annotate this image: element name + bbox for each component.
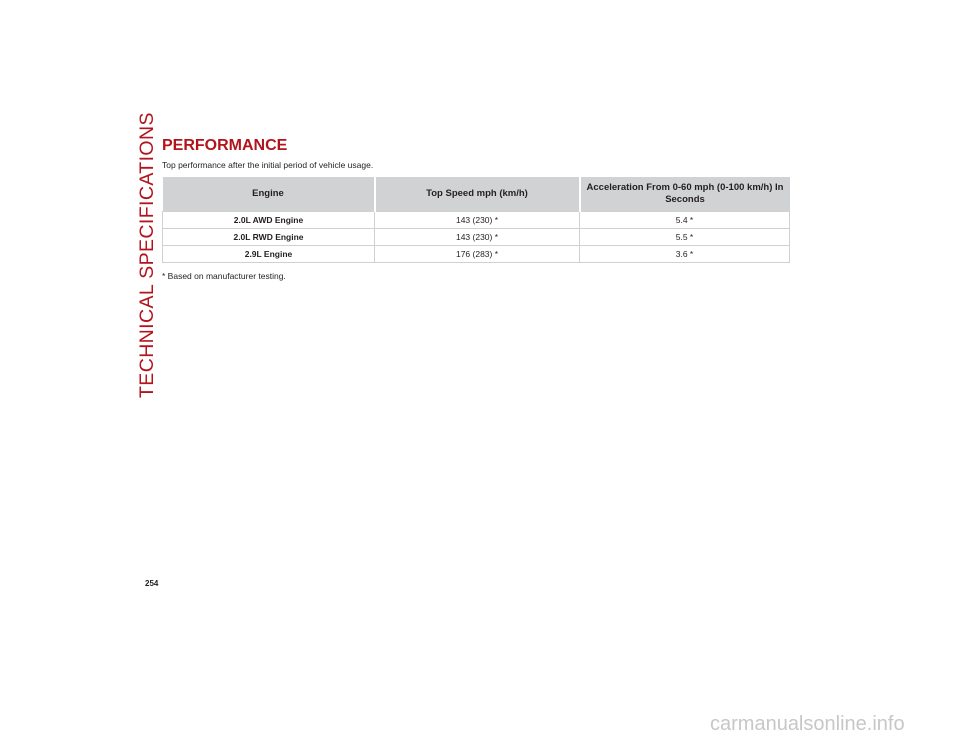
cell-engine: 2.9L Engine — [163, 246, 375, 263]
section-intro: Top performance after the initial period of vehicle usage. — [162, 160, 374, 170]
performance-table — [162, 177, 790, 263]
cell-top-speed: 143 (230) * — [375, 212, 580, 229]
table-row — [163, 212, 790, 229]
cell-acceleration: 5.4 * — [580, 212, 790, 229]
cell-engine: 2.0L AWD Engine — [163, 212, 375, 229]
header-top-speed: Top Speed mph (km/h) — [375, 177, 580, 212]
side-section-title: TECHNICAL SPECIFICATIONS — [136, 112, 158, 398]
cell-top-speed: 176 (283) * — [375, 246, 580, 263]
cell-acceleration: 3.6 * — [580, 246, 790, 263]
watermark: carmanualsonline.info — [710, 713, 905, 735]
table-header-row — [163, 177, 790, 212]
section-title: PERFORMANCE — [162, 137, 288, 154]
header-acceleration: Acceleration From 0-60 mph (0-100 km/h) In Seconds — [580, 177, 790, 212]
page-number: 254 — [145, 579, 159, 588]
table-row — [163, 229, 790, 246]
cell-acceleration: 5.5 * — [580, 229, 790, 246]
footnote: * Based on manufacturer testing. — [162, 271, 286, 281]
cell-top-speed: 143 (230) * — [375, 229, 580, 246]
table-row — [163, 246, 790, 263]
header-engine: Engine — [163, 177, 375, 212]
cell-engine: 2.0L RWD Engine — [163, 229, 375, 246]
